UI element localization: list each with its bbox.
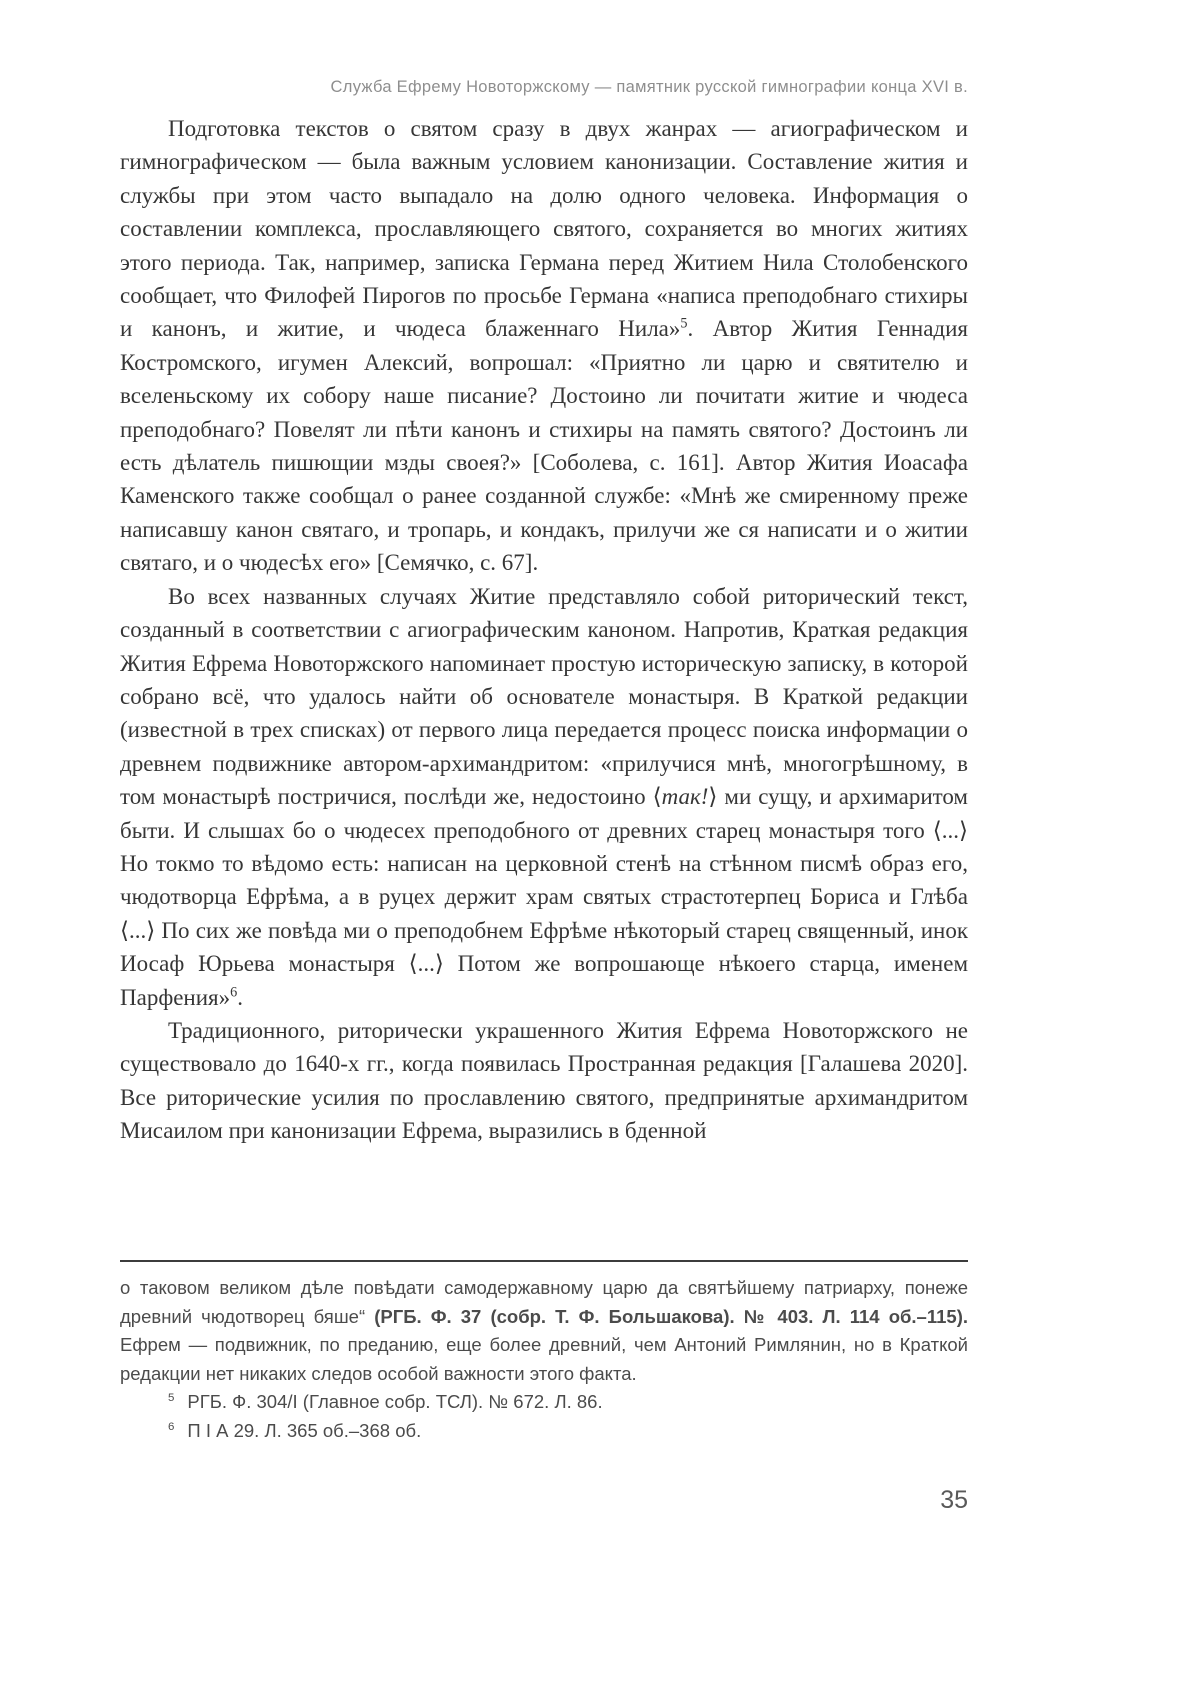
paragraph-2: Во всех названных случаях Житие представляло собой риторический текст, созданный в соответствии с агиографическим каноном. Напротив, Краткая редакция Жития Ефрема Новоторжского напоминает простую историческую записку, в которой собрано всё, что удалось найти об основателе монастыря. В Краткой редакции (известной в трех списках) от первого лица передается процесс поиска информации о древнем подвижнике автором-архимандритом: «прилучися мнѣ, многогрѣшному, в том монастырѣ постричися, послѣди же, недостоино ⟨так!⟩ ми сущу, и архимаритом быти. И слышах бо о чюдесех преподобного от древних старец монастыря того ⟨...⟩ Но токмо то вѣдомо есть: написан на церковной стенѣ на стѣнном писмѣ образ его, чюдотворца Ефрѣма, а в руцех держит храм святых страстотерпец Бориса и Глѣба ⟨...⟩ По сих же повѣда ми о преподобнем Ефрѣме нѣкоторый старец священный, инок Иосаф Юрьева монастыря ⟨...⟩ Потом же вопрошающе нѣкоего старца, именем Парфения»$^6$. <box>120 583 968 1010</box>
running-head: Служба Ефрему Новоторжскому — памятник русской гимнографии конца XVI в. <box>330 78 968 96</box>
footnote-marker: 5 <box>168 1392 175 1405</box>
footnote-text: П I А 29. Л. 365 об.–368 об. <box>187 1419 422 1441</box>
footnote-continuation: о таковом великом дѣле повѣдати самодержавному царю да святѣйшему патриарху, понеже древний чюдотворец бяше“ (РГБ. Ф. 37 (собр. Т. Ф. Большакова). № 403. Л. 114 об.–115). Ефрем — подвижник, по преданию, еще более древний, чем Антоний Римлянин, но в Краткой редакции нет никаких следов особой важности этого факта. <box>120 1277 968 1384</box>
footnote-item-6 <box>120 1417 968 1446</box>
page-number: 35 <box>940 1486 968 1514</box>
paragraph-3: Традиционного, риторически украшенного Жития Ефрема Новоторжского не существовало до 1640-х гг., когда появилась Пространная редакция [Галашева 2020]. Все риторические усилия по прославлению святого, предпринятые архимандритом Мисаилом при канонизации Ефрема, выразились в бденной <box>120 1017 968 1144</box>
footnote-marker: 6 <box>168 1420 175 1433</box>
paragraph-1: Подготовка текстов о святом сразу в двух жанрах — агиографическом и гимнографическом — была важным условием канонизации. Составление жития и службы при этом часто выпадало на долю одного человека. Информация о составлении комплекса, прославляющего святого, сохраняется во многих житиях этого периода. Так, например, записка Германа перед Житием Нила Столобенского сообщает, что Филофей Пирогов по просьбе Германа «написа преподобнаго стихиры и канонъ, и житие, и чюдеса блаженнаго Нила»$^5$. Автор Жития Геннадия Костромского, игумен Алексий, вопрошал: «Приятно ли царю и святителю и вселеньскому их собору наше писание? Достоино ли почитати житие и чюдеса преподобнаго? Повелят ли пѣти канонъ и стихиры на память святого? Достоинъ ли есть дѣлатель пишющии мзды своея?» [Соболева, с. 161]. Автор Жития Иоасафа Каменского также сообщал о ранее созданной службе: «Мнѣ же смиренному преже написавшу канон святаго, и тропарь, и кондакъ, прилучи же ся написати и о житии святаго, и о чюдесѣх его» [Семячко, с. 67]. <box>120 116 968 576</box>
footnote-item-5 <box>120 1388 968 1417</box>
body-text <box>120 112 968 1148</box>
footnote-separator <box>120 1260 968 1262</box>
footnote-text: РГБ. Ф. 304/I (Главное собр. ТСЛ). № 672. Л. 86. <box>187 1391 603 1413</box>
footnotes <box>120 1274 968 1446</box>
